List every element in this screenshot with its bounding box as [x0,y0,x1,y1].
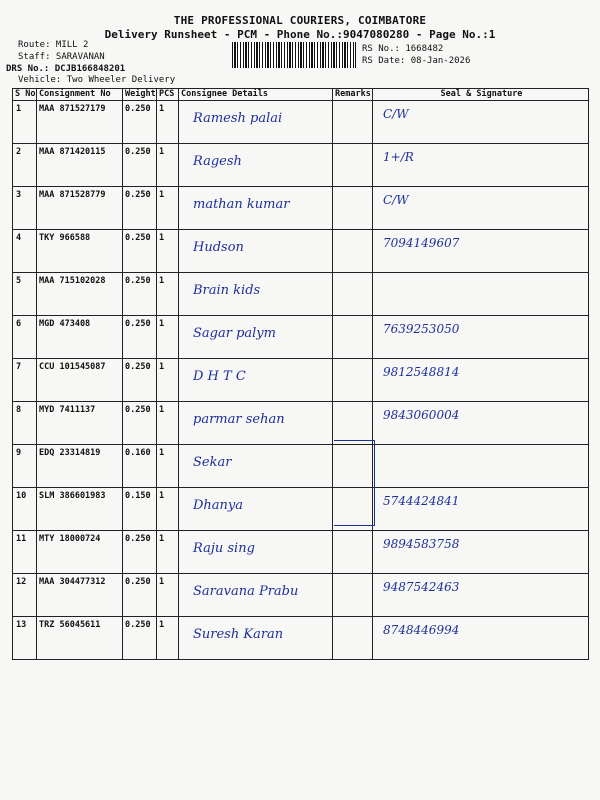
signature-handwriting: 9894583758 [383,537,460,551]
signature-handwriting: C/W [383,107,409,121]
consignment-cell: MAA 715102028 [39,276,106,286]
weight-cell: 0.250 [125,362,151,372]
remarks-cell [333,273,372,276]
table-row [13,273,589,316]
pcs-cell: 1 [159,534,165,544]
consignment-cell: TRZ 56045611 [39,620,101,630]
consignee-handwriting: Sekar [193,455,232,470]
sno-cell: 12 [16,577,27,587]
consignment-cell: MYD 7411137 [39,405,96,415]
remarks-cell [333,617,372,620]
col-header-signature: Seal & Signature [373,89,589,101]
pcs-cell: 1 [159,190,165,200]
rs-date: RS Date: 08-Jan-2026 [362,56,471,66]
col-header-pcs: PCS [157,89,179,101]
pcs-cell: 1 [159,104,165,114]
pcs-cell: 1 [159,147,165,157]
sno-cell: 7 [16,362,22,372]
sno-cell: 4 [16,233,22,243]
runsheet-table [12,88,589,660]
route-label: Route: MILL 2 [18,40,89,50]
vehicle-label: Vehicle: Two Wheeler Delivery [18,75,176,85]
table-row [13,316,589,359]
consignee-handwriting: parmar sehan [193,412,285,427]
consignee-handwriting: Suresh Karan [193,627,284,642]
remarks-cell [333,144,372,147]
remarks-cell [333,574,372,577]
consignee-handwriting: Saravana Prabu [193,584,299,599]
remarks-cell [333,316,372,319]
consignee-handwriting: mathan kumar [193,197,290,212]
weight-cell: 0.250 [125,319,151,329]
pcs-cell: 1 [159,620,165,630]
signature-handwriting: 9843060004 [383,408,460,422]
weight-cell: 0.150 [125,491,151,501]
table-row [13,101,589,144]
consignee-handwriting: D H T C [193,369,246,384]
sno-cell: 13 [16,620,27,630]
sno-cell: 8 [16,405,22,415]
consignment-cell: EDQ 23314819 [39,448,101,458]
signature-handwriting: 5744424841 [383,494,460,508]
table-row [13,402,589,445]
signature-handwriting: 7094149607 [383,236,460,250]
consignment-cell: MTY 18000724 [39,534,101,544]
col-header-sno: S No [13,89,37,101]
weight-cell: 0.250 [125,405,151,415]
consignment-cell: MAA 871527179 [39,104,106,114]
remarks-cell [333,187,372,190]
runsheet-subtitle: Delivery Runsheet - PCM - Phone No.:9047080280 - Page No.:1 [104,28,496,41]
consignment-cell: MAA 871420115 [39,147,106,157]
sno-cell: 9 [16,448,22,458]
consignment-cell: MAA 304477312 [39,577,106,587]
consignment-cell: MGD 473408 [39,319,91,329]
consignee-handwriting: Sagar palym [193,326,276,341]
consignment-cell: TKY 966588 [39,233,91,243]
sno-cell: 11 [16,534,27,544]
col-header-consignment: Consignment No [37,89,123,101]
rs-number: RS No.: 1668482 [362,44,444,54]
remark-bracket-mark [334,440,375,526]
sno-cell: 1 [16,104,22,114]
pcs-cell: 1 [159,233,165,243]
sno-cell: 3 [16,190,22,200]
table-header-row [13,89,589,101]
signature-handwriting: 8748446994 [383,623,460,637]
signature-handwriting: 9487542463 [383,580,460,594]
signature-handwriting: 1+/R [383,150,414,164]
consignee-handwriting: Raju sing [193,541,255,556]
consignee-handwriting: Brain kids [193,283,261,298]
sno-cell: 2 [16,147,22,157]
consignee-handwriting: Hudson [193,240,244,255]
consignee-handwriting: Ramesh palai [193,111,283,126]
page-title: THE PROFESSIONAL COURIERS, COIMBATORE [173,14,427,27]
sno-cell: 6 [16,319,22,329]
weight-cell: 0.160 [125,448,151,458]
signature-handwriting: 9812548814 [383,365,460,379]
pcs-cell: 1 [159,276,165,286]
barcode [232,42,356,68]
weight-cell: 0.250 [125,233,151,243]
consignment-cell: SLM 386601983 [39,491,106,501]
pcs-cell: 1 [159,577,165,587]
table-row [13,187,589,230]
consignment-cell: MAA 871528779 [39,190,106,200]
consignee-handwriting: Dhanya [193,498,244,513]
pcs-cell: 1 [159,491,165,501]
pcs-cell: 1 [159,319,165,329]
table-row [13,574,589,617]
pcs-cell: 1 [159,448,165,458]
remarks-cell [333,359,372,362]
pcs-cell: 1 [159,362,165,372]
weight-cell: 0.250 [125,577,151,587]
signature-handwriting [373,273,588,279]
remarks-cell [333,101,372,104]
signature-handwriting: 7639253050 [383,322,460,336]
table-row [13,230,589,273]
drs-number: DRS No.: DCJB166848201 [6,64,126,74]
consignee-handwriting: Ragesh [193,154,242,169]
pcs-cell: 1 [159,405,165,415]
weight-cell: 0.250 [125,276,151,286]
col-header-weight: Weight [123,89,157,101]
remarks-cell [333,402,372,405]
weight-cell: 0.250 [125,147,151,157]
remarks-cell [333,230,372,233]
col-header-remarks: Remarks [333,89,373,101]
remarks-cell [333,531,372,534]
weight-cell: 0.250 [125,190,151,200]
sno-cell: 10 [16,491,27,501]
sno-cell: 5 [16,276,22,286]
table-row [13,531,589,574]
weight-cell: 0.250 [125,534,151,544]
table-row [13,359,589,402]
table-row [13,617,589,660]
weight-cell: 0.250 [125,104,151,114]
staff-label: Staff: SARAVANAN [18,52,105,62]
table-row [13,445,589,488]
consignment-cell: CCU 101545087 [39,362,106,372]
signature-handwriting: C/W [383,193,409,207]
weight-cell: 0.250 [125,620,151,630]
signature-handwriting [373,445,588,451]
col-header-consignee: Consignee Details [179,89,333,101]
table-row [13,488,589,531]
table-row [13,144,589,187]
